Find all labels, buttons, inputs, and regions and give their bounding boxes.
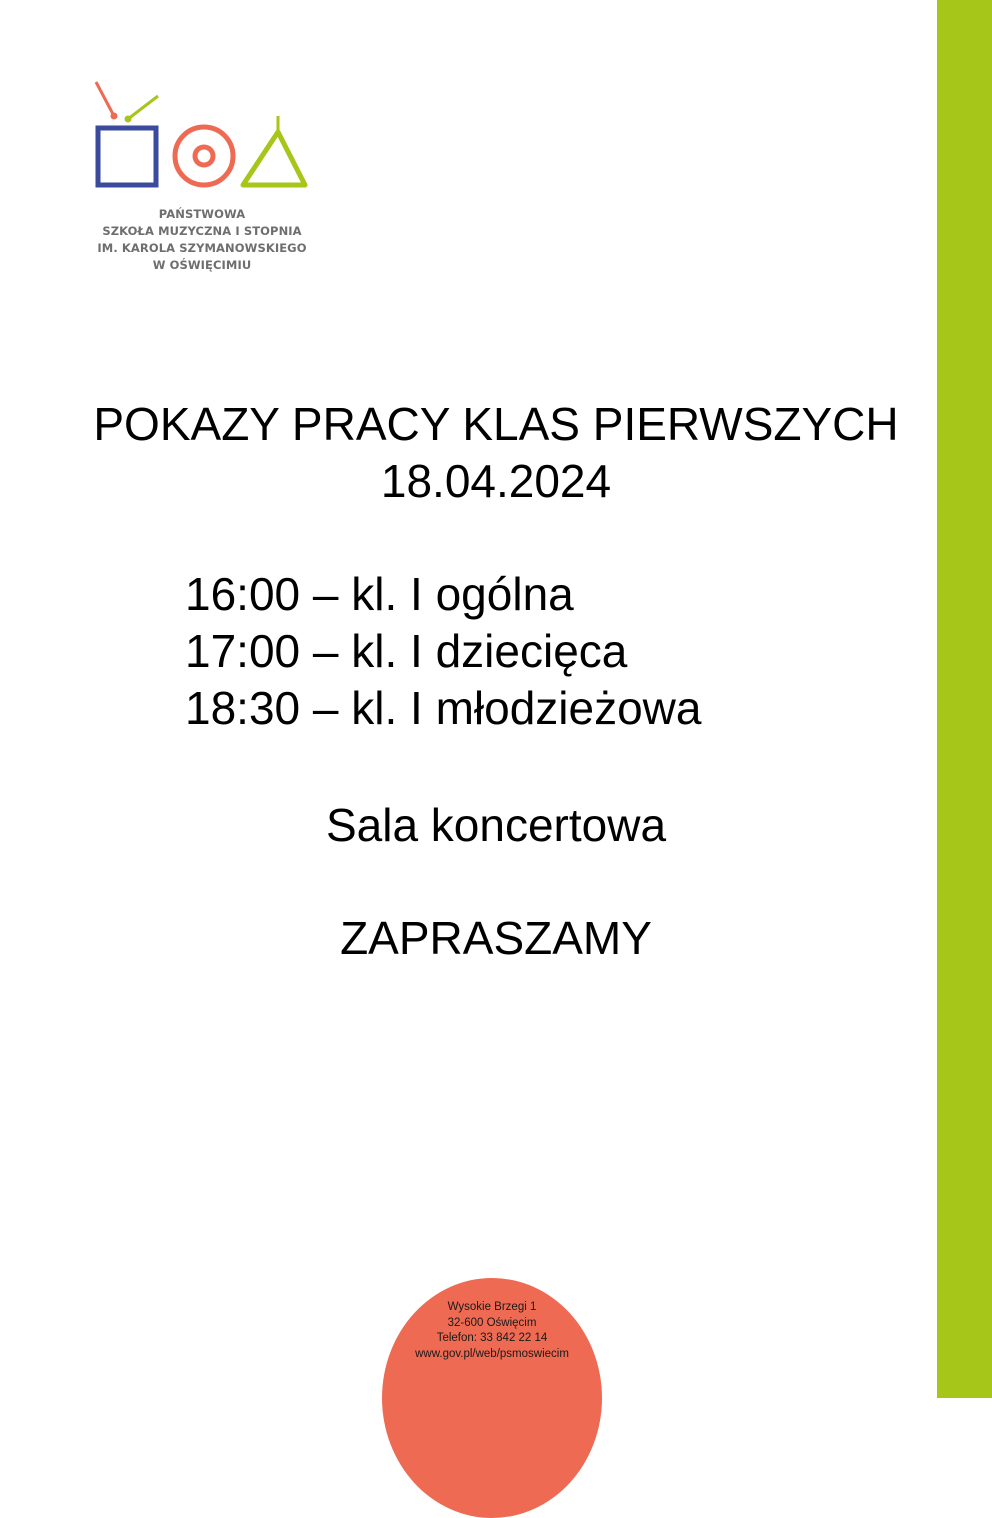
red-antenna-dot — [111, 113, 118, 120]
invite-text: ZAPRASZAMY — [340, 912, 652, 964]
schedule-item: 18:30 – kl. I młodzieżowa — [185, 682, 702, 734]
schedule-list — [185, 566, 702, 737]
green-antenna-dot — [125, 116, 132, 123]
school-name-line: SZKOŁA MUZYCZNA I STOPNIA — [102, 224, 302, 238]
event-heading — [0, 396, 992, 510]
green-triangle-shape — [243, 132, 305, 185]
footer-website: www.gov.pl/web/psmoswiecim — [415, 1347, 569, 1360]
schedule-item: 16:00 – kl. I ogólna — [185, 568, 574, 620]
event-title: POKAZY PRACY KLAS PIERWSZYCH — [93, 398, 899, 450]
footer-address-street: Wysokie Brzegi 1 — [447, 1301, 537, 1313]
green-antenna-line — [128, 96, 158, 119]
venue-text: Sala koncertowa — [325, 799, 667, 851]
blue-square-shape — [98, 128, 156, 185]
school-name-line: W OŚWIĘCIMIU — [152, 258, 252, 272]
footer-address-city: 32-600 Oświęcim — [447, 1316, 537, 1329]
footer-contact — [382, 1300, 602, 1362]
coral-outer-circle — [175, 127, 233, 185]
green-side-bar — [937, 0, 992, 1398]
school-music-logo-icon — [88, 76, 320, 200]
red-antenna-line — [96, 82, 114, 116]
school-name-line: PAŃSTWOWA — [158, 207, 246, 221]
school-name-line: IM. KAROLA SZYMANOWSKIEGO — [97, 241, 307, 255]
event-date: 18.04.2024 — [380, 455, 612, 507]
schedule-item: 17:00 – kl. I dziecięca — [185, 625, 628, 677]
school-name — [72, 206, 332, 274]
coral-inner-circle — [195, 147, 213, 165]
footer-phone: Telefon: 33 842 22 14 — [436, 1332, 548, 1344]
